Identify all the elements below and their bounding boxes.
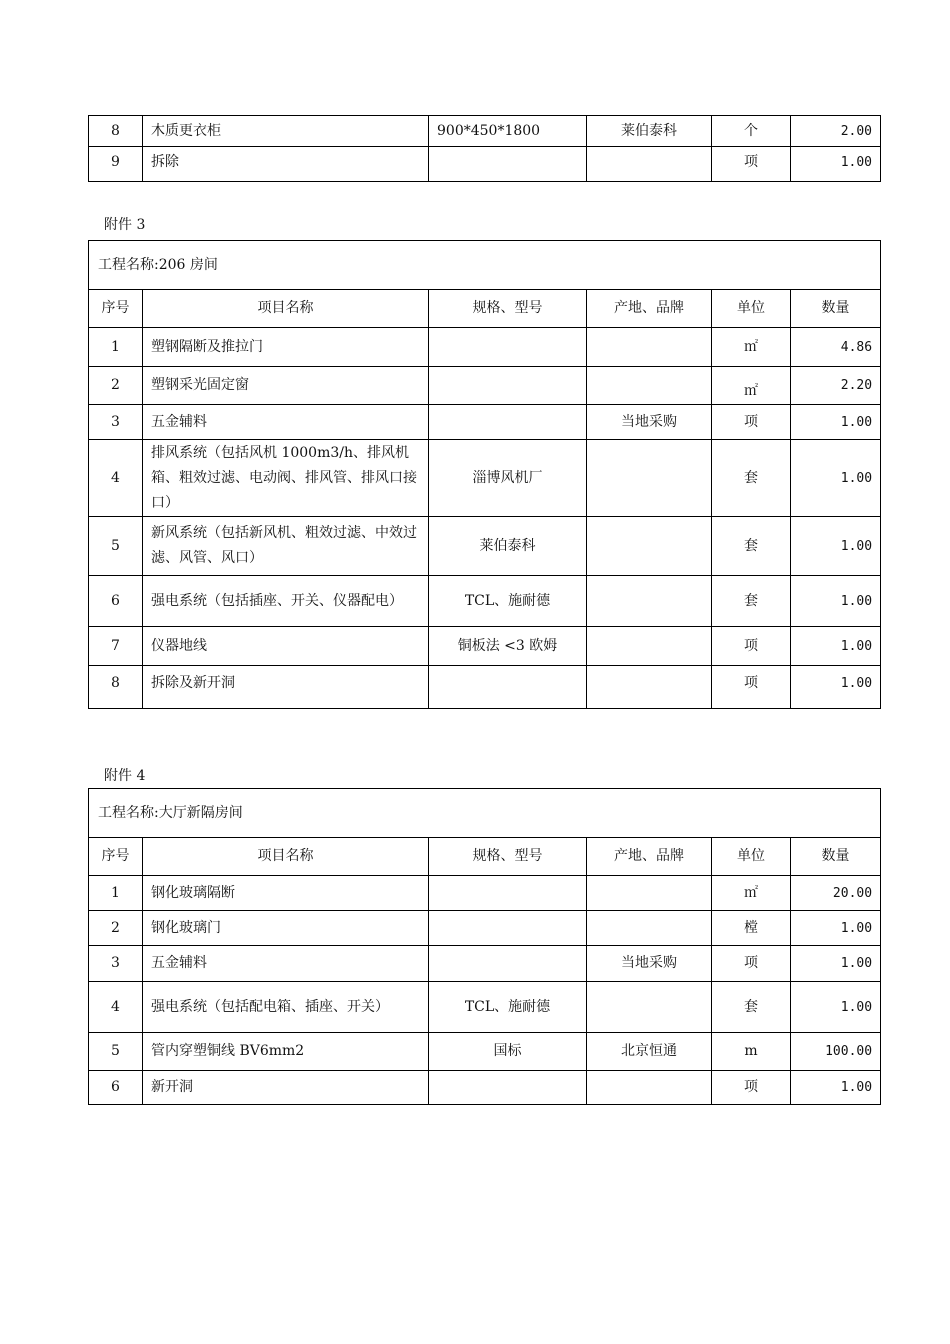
row-number: 1 [89,876,143,911]
header-row [89,290,881,328]
header-no: 序号 [89,290,143,328]
item-unit: 套 [712,576,791,627]
header-unit: 单位 [712,838,791,876]
item-qty: 100.00 [791,1033,881,1071]
item-brand [587,576,712,627]
item-unit: 套 [712,982,791,1033]
item-unit: 项 [712,1071,791,1105]
header-row [89,838,881,876]
equipment-table-continued [88,115,881,182]
item-spec [429,367,587,405]
item-unit: 项 [712,147,791,182]
table-row [89,367,881,405]
item-qty: 1.00 [791,576,881,627]
item-spec [429,876,587,911]
item-unit: m [712,1033,791,1071]
item-brand [587,982,712,1033]
item-brand [587,517,712,576]
table-row [89,405,881,440]
item-name: 钢化玻璃门 [143,911,429,946]
item-brand: 莱伯泰科 [587,116,712,147]
header-unit: 单位 [712,290,791,328]
item-qty: 1.00 [791,946,881,982]
item-qty: 1.00 [791,147,881,182]
item-unit: 套 [712,517,791,576]
table-row [89,876,881,911]
item-name: 拆除及新开洞 [143,666,429,709]
project-name: 工程名称:大厅新隔房间 [89,789,881,838]
table-row [89,440,881,517]
item-spec [429,666,587,709]
item-brand [587,147,712,182]
item-brand [587,440,712,517]
item-brand [587,1071,712,1105]
item-spec: 900*450*1800 [429,116,587,147]
header-name: 项目名称 [143,290,429,328]
attachment-3-table [88,240,881,709]
item-name: 管内穿塑铜线 BV6mm2 [143,1033,429,1071]
row-number: 5 [89,1033,143,1071]
item-unit: 套 [712,440,791,517]
item-name: 塑钢隔断及推拉门 [143,328,429,367]
item-name: 五金辅料 [143,405,429,440]
header-spec: 规格、型号 [429,290,587,328]
item-spec [429,1071,587,1105]
table-row [89,911,881,946]
item-spec [429,946,587,982]
row-number: 8 [89,116,143,147]
item-qty: 1.00 [791,440,881,517]
item-spec: 莱伯泰科 [429,517,587,576]
table-row [89,1033,881,1071]
project-name: 工程名称:206 房间 [89,241,881,290]
item-spec: TCL、施耐德 [429,982,587,1033]
item-name: 新开洞 [143,1071,429,1105]
item-qty: 2.00 [791,116,881,147]
row-number: 6 [89,576,143,627]
row-number: 9 [89,147,143,182]
item-qty: 1.00 [791,1071,881,1105]
row-number: 3 [89,405,143,440]
item-name: 新风系统（包括新风机、粗效过滤、中效过滤、风管、风口） [143,517,429,576]
item-brand [587,666,712,709]
item-name: 塑钢采光固定窗 [143,367,429,405]
attachment-3-caption: 附件 3 [104,217,146,233]
row-number: 7 [89,627,143,666]
item-unit: ㎡ [712,367,791,405]
item-qty: 20.00 [791,876,881,911]
header-no: 序号 [89,838,143,876]
row-number: 8 [89,666,143,709]
item-qty: 1.00 [791,911,881,946]
item-unit: 项 [712,946,791,982]
item-spec [429,328,587,367]
table-row [89,982,881,1033]
item-brand: 北京恒通 [587,1033,712,1071]
item-name: 钢化玻璃隔断 [143,876,429,911]
item-spec: 国标 [429,1033,587,1071]
attachment-4-table [88,788,881,1105]
item-name: 拆除 [143,147,429,182]
item-unit: 项 [712,627,791,666]
item-unit: 个 [712,116,791,147]
item-spec [429,911,587,946]
item-unit: ㎡ [712,328,791,367]
item-spec [429,405,587,440]
item-brand: 当地采购 [587,405,712,440]
item-unit: 樘 [712,911,791,946]
header-spec: 规格、型号 [429,838,587,876]
project-name-row [89,241,881,290]
header-qty: 数量 [791,838,881,876]
header-qty: 数量 [791,290,881,328]
item-brand: 当地采购 [587,946,712,982]
item-qty: 1.00 [791,405,881,440]
table-row [89,1071,881,1105]
table-row [89,627,881,666]
row-number: 2 [89,911,143,946]
row-number: 5 [89,517,143,576]
table-row [89,946,881,982]
table-row [89,116,881,147]
item-unit: ㎡ [712,876,791,911]
item-qty: 1.00 [791,666,881,709]
table-row [89,517,881,576]
item-qty: 4.86 [791,328,881,367]
row-number: 1 [89,328,143,367]
table-row [89,576,881,627]
header-brand: 产地、品牌 [587,838,712,876]
project-name-row [89,789,881,838]
item-name: 排风系统（包括风机 1000m3/h、排风机箱、粗效过滤、电动阀、排风管、排风口接口） [143,440,429,517]
item-qty: 1.00 [791,982,881,1033]
row-number: 2 [89,367,143,405]
row-number: 3 [89,946,143,982]
item-name: 强电系统（包括插座、开关、仪器配电） [143,576,429,627]
item-qty: 1.00 [791,627,881,666]
table-row [89,666,881,709]
header-brand: 产地、品牌 [587,290,712,328]
header-name: 项目名称 [143,838,429,876]
item-name: 仪器地线 [143,627,429,666]
item-unit: 项 [712,666,791,709]
item-name: 木质更衣柜 [143,116,429,147]
item-brand [587,876,712,911]
row-number: 4 [89,440,143,517]
item-qty: 2.20 [791,367,881,405]
table-row [89,328,881,367]
attachment-4-caption: 附件 4 [104,768,146,784]
item-brand [587,627,712,666]
row-number: 6 [89,1071,143,1105]
item-brand [587,911,712,946]
row-number: 4 [89,982,143,1033]
item-unit: 项 [712,405,791,440]
item-spec: TCL、施耐德 [429,576,587,627]
item-name: 强电系统（包括配电箱、插座、开关） [143,982,429,1033]
item-qty: 1.00 [791,517,881,576]
item-brand [587,367,712,405]
table-row [89,147,881,182]
item-spec: 淄博风机厂 [429,440,587,517]
item-brand [587,328,712,367]
item-spec: 铜板法 <3 欧姆 [429,627,587,666]
item-name: 五金辅料 [143,946,429,982]
item-spec [429,147,587,182]
